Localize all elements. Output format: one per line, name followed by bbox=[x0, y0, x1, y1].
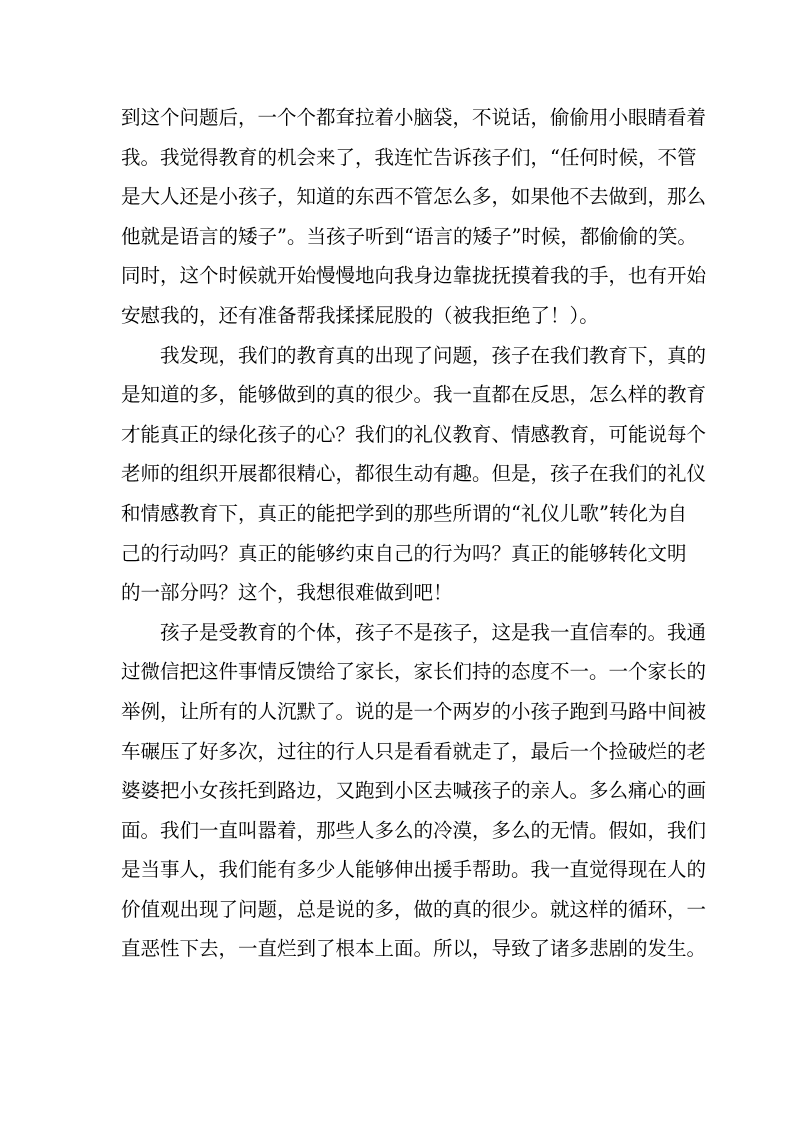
text-line: 和情感教育下，真正的能把学到的那些所谓的“礼仪儿歌”转化为自 bbox=[121, 501, 687, 525]
body-text bbox=[121, 98, 707, 969]
text-line: 婆婆把小女孩托到路边，又跑到小区去喊孩子的亲人。多么痛心的画 bbox=[121, 779, 707, 803]
text-line: 是大人还是小孩子，知道的东西不管怎么多，如果他不去做到，那么 bbox=[121, 185, 707, 209]
text-line: 是当事人，我们能有多少人能够伸出援手帮助。我一直觉得现在人的 bbox=[121, 858, 707, 882]
text-line: 车碾压了好多次，过往的行人只是看看就走了，最后一个捡破烂的老 bbox=[121, 739, 707, 763]
text-line: 是知道的多，能够做到的真的很少。我一直都在反思，怎么样的教育 bbox=[121, 383, 707, 407]
paragraph-first-line: 孩子是受教育的个体，孩子不是孩子，这是我一直信奉的。我通 bbox=[160, 620, 707, 644]
text-line: 同时，这个时候就开始慢慢地向我身边靠拢抚摸着我的手，也有开始 bbox=[121, 264, 707, 288]
text-line: 他就是语言的矮子”。当孩子听到“语言的矮子”时候，都偷偷的笑。 bbox=[121, 224, 697, 248]
paragraph-first-line: 我发现，我们的教育真的出现了问题，孩子在我们教育下，真的 bbox=[160, 343, 707, 367]
text-line: 过微信把这件事情反馈给了家长，家长们持的态度不一。一个家长的 bbox=[121, 660, 707, 684]
text-line: 到这个问题后，一个个都耷拉着小脑袋，不说话，偷偷用小眼睛看着 bbox=[121, 106, 707, 129]
text-line: 安慰我的，还有准备帮我揉揉屁股的（被我拒绝了！）。 bbox=[121, 303, 599, 327]
text-line: 的一部分吗？这个，我想很难做到吧！ bbox=[121, 581, 453, 605]
text-line: 才能真正的绿化孩子的心？我们的礼仪教育、情感教育，可能说每个 bbox=[121, 422, 707, 446]
text-line: 我。我觉得教育的机会来了，我连忙告诉孩子们，“任何时候，不管 bbox=[121, 145, 697, 169]
text-line: 老师的组织开展都很精心，都很生动有趣。但是，孩子在我们的礼仪 bbox=[121, 462, 707, 486]
text-line: 直恶性下去，一直烂到了根本上面。所以，导致了诸多悲剧的发生。 bbox=[121, 937, 707, 961]
text-line: 举例，让所有的人沉默了。说的是一个两岁的小孩子跑到马路中间被 bbox=[121, 699, 707, 723]
text-line: 价值观出现了问题，总是说的多，做的真的很少。就这样的循环，一 bbox=[121, 897, 707, 921]
text-line: 己的行动吗？真正的能够约束自己的行为吗？真正的能够转化文明 bbox=[121, 541, 687, 565]
text-line: 面。我们一直叫嚣着，那些人多么的冷漠，多么的无情。假如，我们 bbox=[121, 818, 707, 842]
